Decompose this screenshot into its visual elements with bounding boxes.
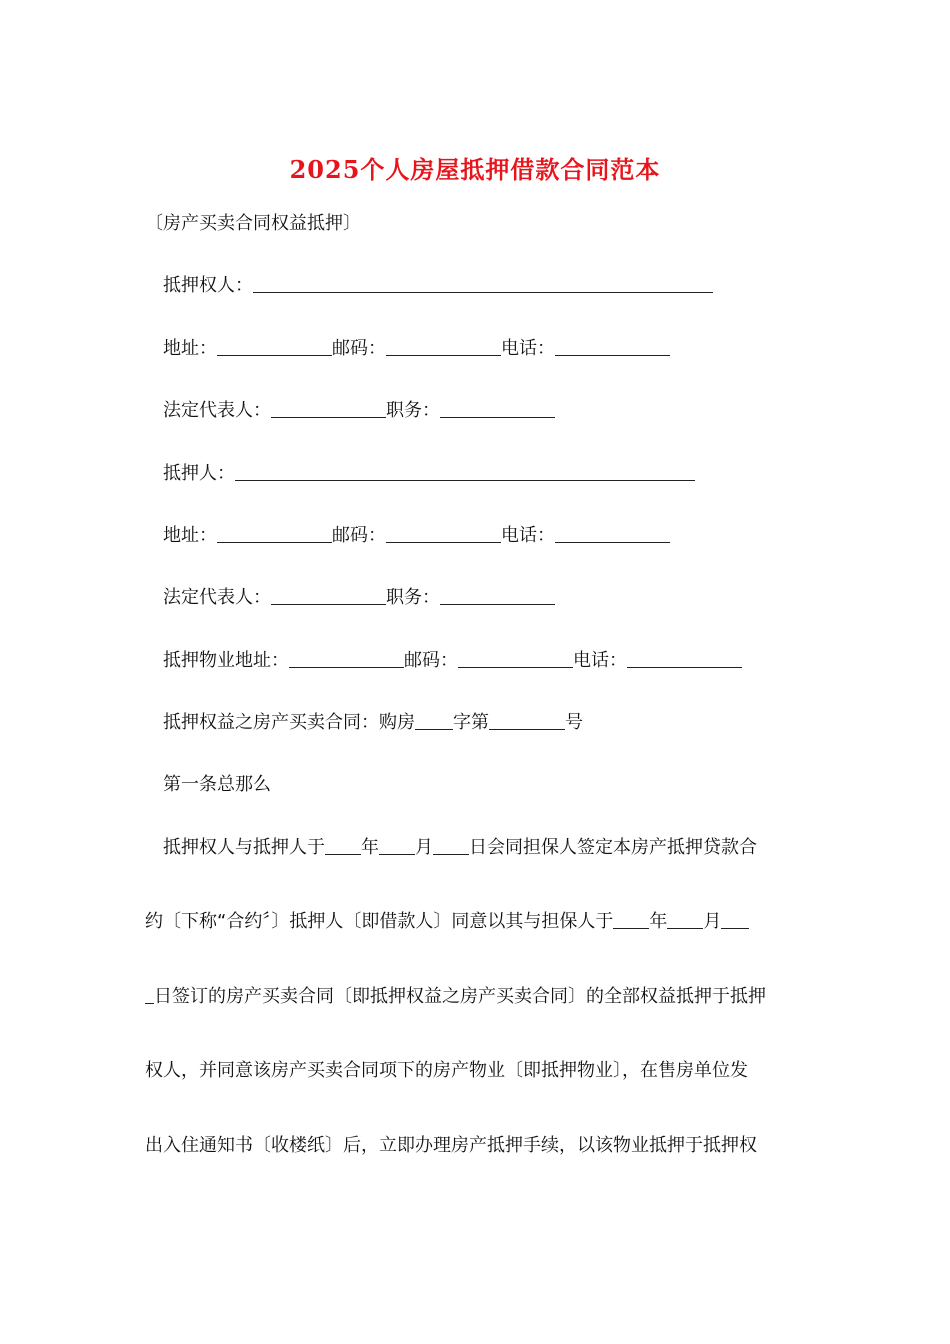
property-address-blank[interactable] [289, 649, 404, 668]
contract-ref-blank-1[interactable] [415, 711, 453, 730]
mortgagee-blank[interactable] [253, 274, 713, 293]
contract-ref-zi: 字第 [453, 712, 489, 733]
mortgagor-address-blank[interactable] [217, 524, 332, 543]
year-blank-2[interactable] [613, 910, 649, 929]
mortgagee-label: 抵押权人： [163, 275, 253, 296]
body-line-3-text: 日签订的房产买卖合同〔即抵押权益之房产买卖合同〕的全部权益抵押于抵押 [154, 986, 766, 1007]
property-line [163, 648, 742, 674]
month-label-2: 月 [703, 911, 722, 932]
document-title: 2025个人房屋抵押借款合同范本 [289, 155, 661, 184]
body-line-3 [145, 984, 805, 1010]
body-line-1-a: 抵押权人与抵押人于 [163, 837, 325, 858]
contract-ref-line [163, 710, 583, 736]
year-blank-1[interactable] [325, 836, 361, 855]
mortgagee-rep-label: 法定代表人： [163, 400, 271, 421]
mortgagee-postcode-blank[interactable] [386, 337, 501, 356]
month-label-1: 月 [415, 837, 433, 858]
mortgagee-line [163, 273, 713, 299]
mortgagee-rep-line [163, 398, 555, 424]
property-phone-blank[interactable] [627, 649, 742, 668]
mortgagor-address-label: 地址： [163, 525, 217, 546]
year-label-1: 年 [361, 837, 379, 858]
day-blank-2a[interactable] [721, 910, 749, 929]
mortgagee-address-label: 地址： [163, 338, 217, 359]
mortgagee-address-blank[interactable] [217, 337, 332, 356]
property-postcode-blank[interactable] [458, 649, 573, 668]
mortgagor-label: 抵押人： [163, 463, 235, 484]
mortgagor-rep-blank[interactable] [271, 586, 386, 605]
mortgagor-postcode-label: 邮码： [332, 525, 386, 546]
mortgagee-phone-blank[interactable] [555, 337, 670, 356]
body-line-4: 权人，并同意该房产买卖合同项下的房产物业〔即抵押物业〕，在售房单位发 [145, 1060, 748, 1081]
property-address-label: 抵押物业地址： [163, 650, 289, 671]
mortgagor-rep-line [163, 585, 555, 611]
mortgagor-position-blank[interactable] [440, 586, 555, 605]
mortgagee-contact-line [163, 336, 670, 362]
article-1-title: 第一条总那么 [163, 774, 271, 795]
mortgagor-phone-blank[interactable] [555, 524, 670, 543]
document-subtitle: 〔房产买卖合同权益抵押〕 [145, 213, 361, 234]
month-blank-2[interactable] [667, 910, 703, 929]
property-phone-label: 电话： [573, 650, 627, 671]
mortgagor-postcode-blank[interactable] [386, 524, 501, 543]
mortgagee-rep-blank[interactable] [271, 399, 386, 418]
body-line-5: 出入住通知书〔收楼纸〕后，立即办理房产抵押手续，以该物业抵押于抵押权 [145, 1135, 757, 1156]
mortgagor-rep-label: 法定代表人： [163, 587, 271, 608]
contract-ref-blank-2[interactable] [489, 711, 565, 730]
body-line-2 [145, 909, 805, 935]
mortgagor-line [163, 461, 695, 487]
body-line-1-d: 日会同担保人签定本房产抵押贷款合 [469, 837, 757, 858]
property-postcode-label: 邮码： [404, 650, 458, 671]
day-blank-2b[interactable] [145, 985, 154, 1004]
contract-ref-label: 抵押权益之房产买卖合同：购房 [163, 712, 415, 733]
body-line-1 [163, 835, 757, 861]
day-blank-1[interactable] [433, 836, 469, 855]
mortgagee-position-label: 职务： [386, 400, 440, 421]
mortgagee-postcode-label: 邮码： [332, 338, 386, 359]
body-line-2-a: 约〔下称“合约〞〕抵押人〔即借款人〕同意以其与担保人于 [145, 911, 614, 932]
year-label-2: 年 [649, 911, 668, 932]
mortgagee-position-blank[interactable] [440, 399, 555, 418]
mortgagor-phone-label: 电话： [501, 525, 555, 546]
mortgagor-position-label: 职务： [386, 587, 440, 608]
month-blank-1[interactable] [379, 836, 415, 855]
mortgagee-phone-label: 电话： [501, 338, 555, 359]
mortgagor-blank[interactable] [235, 462, 695, 481]
contract-ref-hao: 号 [565, 712, 583, 733]
mortgagor-contact-line [163, 523, 670, 549]
